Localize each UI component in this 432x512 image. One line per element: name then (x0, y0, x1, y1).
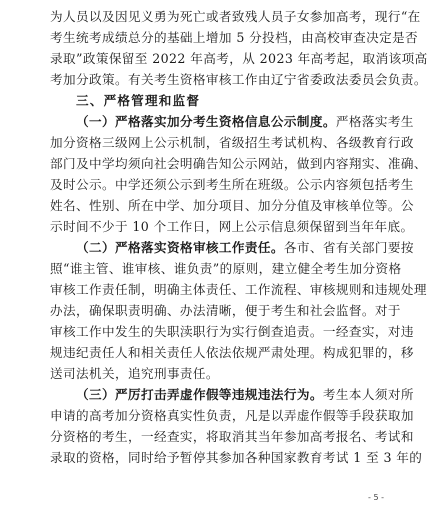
intro-line-4: 考加分政策。有关考生资格审核工作由辽宁省委政法委员会负责。 (50, 72, 427, 87)
intro-line-1: 为人员以及因见义勇为死亡或者致残人员子女参加高考，现行“在 (50, 9, 421, 24)
section-heading: 三、严格管理和监督 (76, 93, 201, 108)
intro-line-3: 录取”政策保留至 2022 年高考，从 2023 年高考起，取消该项高 (50, 51, 428, 66)
para2-first-rest: 各市、省有关部门要按 (283, 240, 414, 255)
page-number: - 5 - (368, 493, 384, 502)
para3-line-4: 录取的资格，同时给予暂停其参加各种国家教育考试 1 至 3 年的 (50, 450, 423, 465)
para3-first-rest: 考生本人须对所 (322, 387, 414, 402)
para2-line-3: 审核工作责任制，明确主体责任、工作流程、审核规则和违规处理 (50, 282, 427, 297)
para2-line-7: 送司法机关，追究刑事责任。 (50, 366, 219, 381)
para1-lead: （一）严格落实加分考生资格信息公示制度。 (76, 114, 336, 129)
para2-first-line (50, 237, 414, 258)
para3-lead: （三）严厉打击弄虚作假等违规违法行为。 (76, 387, 323, 402)
para1-first-line (50, 111, 414, 132)
para2-line-4: 办法，确保职责明确、办法清晰，便于考生和社会监督。对于 (50, 303, 401, 318)
para2-line-2: 照“谁主管、谁审核、谁负责”的原则，建立健全考生加分资格 (50, 261, 402, 276)
para1-line-5: 姓名、性别、所在中学、加分项目、加分分值及审核单位等。公 (50, 198, 414, 213)
para3-first-line (50, 384, 414, 405)
para3-line-2: 申请的高考加分资格真实性负责，凡是以弄虚作假等手段获取加 (50, 408, 414, 423)
para3-line-3: 分资格的考生，一经查实，将取消其当年参加高考报名、考试和 (50, 429, 414, 444)
para2-line-5: 审核工作中发生的失职渎职行为实行倒查追责。一经查实，对违 (50, 324, 414, 339)
para1-line-6: 示时间不少于 10 个工作日，网上公示信息须保留到当年年底。 (50, 219, 414, 234)
para2-lead: （二）严格落实资格审核工作责任。 (76, 240, 284, 255)
intro-line-2: 考生统考成绩总分的基础上增加 5 分投档，由高校审查决定是否 (50, 30, 419, 45)
para1-line-2: 加分资格三级网上公示机制，省级招生考试机构、各级教育行政 (50, 135, 414, 150)
para2-line-6: 规违纪责任人和相关责任人依法依规严肃处理。构成犯罪的，移 (50, 345, 414, 360)
para1-first-rest: 严格落实考生 (335, 114, 414, 129)
para1-line-3: 部门及中学均须向社会明确告知公示网站，做到内容翔实、准确、 (50, 156, 427, 171)
para1-line-4: 及时公示。中学还须公示到考生所在班级。公示内容须包括考生 (50, 177, 414, 192)
